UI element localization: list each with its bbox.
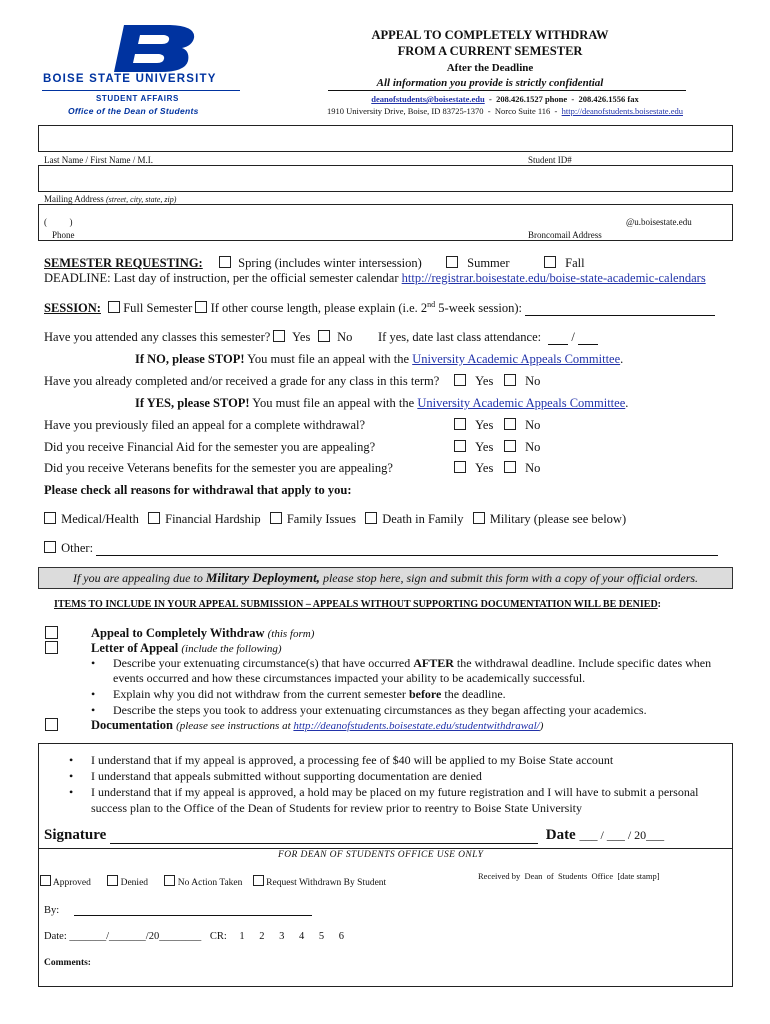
- if-yes-text: You must file an appeal with the: [249, 396, 418, 410]
- email-suffix: @u.boisestate.edu: [626, 217, 692, 227]
- signature-row: [44, 827, 664, 844]
- dept-name: STUDENT AFFAIRS: [96, 94, 179, 103]
- spring-checkbox[interactable]: [219, 256, 231, 268]
- attended-yes[interactable]: [273, 330, 310, 345]
- other-length-sup: nd: [427, 300, 436, 309]
- attended-no-label: No: [337, 330, 353, 344]
- reason-military-checkbox[interactable]: [473, 512, 485, 524]
- phone-label: Phone: [52, 230, 75, 240]
- veterans-yes-checkbox[interactable]: [454, 461, 466, 473]
- signature-field[interactable]: [110, 830, 538, 844]
- reason-financial-label: Financial Hardship: [165, 512, 261, 526]
- reasons-row: [44, 512, 626, 527]
- ack-3-text: I understand that if my appeal is approved, a hold may be placed on my future registration and I will have to submit a personal success plan to the Office of the Dean of Students for review prior to reentry to Boise State University: [91, 785, 699, 815]
- ack-1: [91, 752, 711, 768]
- cr-2[interactable]: 2: [259, 931, 265, 942]
- financial-aid-yes-checkbox[interactable]: [454, 440, 466, 452]
- office-date-row: [44, 931, 344, 942]
- mailing-address-box[interactable]: [38, 165, 733, 192]
- form-title-line2: FROM A CURRENT SEMESTER: [397, 44, 583, 58]
- completed-no[interactable]: [504, 374, 540, 389]
- letter-bullet-2-bold: before: [408, 687, 442, 701]
- email-link[interactable]: deanofstudents@boisestate.edu: [371, 94, 485, 104]
- letter-bullet-2-post: the deadline.: [441, 687, 506, 701]
- signature-date-label: Date: [545, 827, 576, 843]
- logo: [36, 20, 246, 120]
- reason-financial-checkbox[interactable]: [148, 512, 160, 524]
- financial-aid-no-checkbox[interactable]: [504, 440, 516, 452]
- letter-bullet-2-pre: Explain why you did not withdraw from the current semester: [113, 687, 409, 701]
- last-attendance: If yes, date last class attendance: /: [378, 330, 598, 345]
- letter-item-note: (include the following): [181, 643, 282, 655]
- university-name: BOISE STATE UNIVERSITY: [43, 73, 217, 85]
- fall-label: Fall: [565, 256, 585, 270]
- office-status-row: [40, 875, 386, 888]
- committee-link-2[interactable]: University Academic Appeals Committee: [417, 396, 626, 410]
- completed-yes-label: Yes: [475, 374, 494, 388]
- logo-rule: [42, 90, 240, 91]
- name-label: Last Name / First Name / M.I.: [44, 155, 153, 165]
- items-heading: ITEMS TO INCLUDE IN YOUR APPEAL SUBMISSION – APPEALS WITHOUT SUPPORTING DOCUMENTATION WILL BE DENIED:: [54, 599, 662, 610]
- financial-aid-no-label: No: [525, 440, 541, 454]
- previous-no-label: No: [525, 418, 541, 432]
- previous-yes-label: Yes: [475, 418, 494, 432]
- appeal-item: [91, 626, 314, 641]
- veterans-no-checkbox[interactable]: [504, 461, 516, 473]
- office-name: Office of the Dean of Students: [68, 106, 199, 116]
- office-date-label[interactable]: Date: _______/_______/20________: [44, 931, 202, 942]
- boise-state-b-logo: [36, 20, 246, 72]
- documentation-note: (please see instructions at: [176, 720, 294, 732]
- semester-label: SEMESTER REQUESTING:: [44, 256, 203, 270]
- if-yes-bold: If YES, please STOP!: [135, 396, 250, 410]
- reason-death-checkbox[interactable]: [365, 512, 377, 524]
- suite: Norco Suite 116: [494, 106, 551, 116]
- if-yes-stop: If YES, please STOP! You must file an appeal with the University Academic Appeals Committee.: [135, 396, 629, 410]
- by-field[interactable]: [74, 915, 312, 916]
- previous-yes[interactable]: [454, 418, 493, 433]
- documentation-link[interactable]: http://deanofstudents.boisestate.edu/studentwithdrawal/: [293, 720, 540, 732]
- ack-3: [91, 784, 711, 816]
- items-heading-text: ITEMS TO INCLUDE IN YOUR APPEAL SUBMISSION – APPEALS WITHOUT SUPPORTING DOCUMENTATION WILL BE DENIED: [54, 599, 658, 610]
- cr-3[interactable]: 3: [279, 931, 285, 942]
- last-attendance-day[interactable]: [578, 344, 598, 345]
- letter-bullet-3-text: Describe the steps you took to address your extenuating circumstances as they began affecting your academics.: [113, 703, 647, 717]
- fall-option[interactable]: [544, 256, 585, 271]
- veterans-no[interactable]: [504, 461, 540, 476]
- documentation-checkbox[interactable]: [45, 718, 58, 731]
- mailing-label: [44, 194, 176, 204]
- letter-bullet-3: [113, 703, 723, 718]
- appeal-item-note: (this form): [267, 628, 315, 640]
- letter-bullet-2: [113, 687, 723, 702]
- spring-label: Spring (includes winter intersession): [238, 256, 422, 270]
- address-line: 1910 University Drive, Boise, ID 83725-1370 - Norco Suite 116 - http://deanofstudents.boisestate.edu: [327, 106, 683, 116]
- attended-question: Have you attended any classes this semester?: [44, 330, 271, 344]
- veterans-no-label: No: [525, 461, 541, 475]
- reason-medical-label: Medical/Health: [61, 512, 139, 526]
- office-use-heading: FOR DEAN OF STUDENTS OFFICE USE ONLY: [278, 850, 484, 860]
- approved-checkbox[interactable]: [40, 875, 51, 886]
- signature-label: Signature: [44, 827, 107, 843]
- ack-2-text: I understand that appeals submitted without supporting documentation are denied: [91, 769, 482, 783]
- attended-no-checkbox[interactable]: [318, 330, 330, 342]
- comments-label: Comments:: [44, 958, 91, 968]
- request-withdrawn-label: Request Withdrawn By Student: [266, 878, 387, 888]
- previous-question: Have you previously filed an appeal for a complete withdrawal?: [44, 418, 366, 432]
- deadline-text: DEADLINE: Last day of instruction, per the official semester calendar: [44, 271, 399, 285]
- last-attendance-month[interactable]: [548, 344, 568, 345]
- deadline-row: [44, 271, 706, 286]
- cr-5[interactable]: 5: [318, 931, 325, 942]
- ack-2: [91, 768, 711, 784]
- student-id-label: Student ID#: [528, 155, 572, 165]
- reason-medical-checkbox[interactable]: [44, 512, 56, 524]
- if-no-stop: If NO, please STOP! You must file an appeal with the University Academic Appeals Committee.: [135, 352, 624, 366]
- appeal-checkbox[interactable]: [45, 626, 58, 639]
- letter-item: [91, 641, 282, 656]
- reason-military-label: Military (please see below): [489, 512, 627, 526]
- fax-number: 208.426.1556 fax: [578, 94, 639, 104]
- confidential-note: All information you provide is strictly confidential: [376, 77, 604, 89]
- other-length-label: [211, 301, 522, 315]
- cr-6[interactable]: 6: [338, 931, 345, 942]
- name-id-box[interactable]: [38, 125, 733, 152]
- appeal-item-label: Appeal to Completely Withdraw: [91, 626, 265, 640]
- completed-yes[interactable]: [454, 374, 493, 389]
- other-length-field[interactable]: [525, 315, 715, 316]
- denied-label: Denied: [120, 878, 149, 888]
- phone-paren: ( ): [44, 217, 73, 227]
- form-subtitle: After the Deadline: [446, 62, 534, 74]
- header-rule: [328, 90, 686, 91]
- address: 1910 University Drive, Boise, ID 83725-1370: [327, 106, 484, 116]
- form-title-line1: APPEAL TO COMPLETELY WITHDRAW: [371, 28, 609, 42]
- full-semester-checkbox[interactable]: [108, 301, 120, 313]
- veterans-yes[interactable]: [454, 461, 493, 476]
- signature-date-field[interactable]: ___ / ___ / 20___: [579, 828, 665, 842]
- financial-aid-no[interactable]: [504, 440, 540, 455]
- financial-aid-yes-label: Yes: [475, 440, 494, 454]
- broncomail-label: Broncomail Address: [528, 230, 602, 240]
- previous-yes-checkbox[interactable]: [454, 418, 466, 430]
- reason-other-checkbox[interactable]: [44, 541, 56, 553]
- cr-label: CR:: [209, 931, 227, 942]
- website-link[interactable]: http://deanofstudents.boisestate.edu: [561, 106, 683, 116]
- if-no-text: You must file an appeal with the: [244, 352, 413, 366]
- veterans-question: Did you receive Veterans benefits for the semester you are appealing?: [44, 461, 393, 475]
- other-length-pre: If other course length, please explain (i.e. 2: [210, 301, 428, 316]
- attended-yes-checkbox[interactable]: [273, 330, 285, 342]
- military-note-bold: Military Deployment,: [205, 570, 320, 585]
- spring-option[interactable]: [219, 256, 422, 271]
- attended-yes-label: Yes: [292, 330, 311, 344]
- cr-4[interactable]: 4: [299, 931, 305, 942]
- request-withdrawn-checkbox[interactable]: [253, 875, 264, 886]
- letter-bullet-1: [113, 656, 723, 686]
- cr-1[interactable]: 1: [239, 931, 245, 942]
- reasons-heading: Please check all reasons for withdrawal that apply to you:: [44, 483, 352, 497]
- mailing-hint: (street, city, state, zip): [106, 195, 177, 204]
- no-action-label: No Action Taken: [177, 878, 243, 888]
- veterans-yes-label: Yes: [475, 461, 494, 475]
- by-label: By:: [44, 905, 60, 916]
- form-header: [300, 28, 680, 89]
- other-length-post: 5-week session):: [435, 301, 522, 316]
- previous-no[interactable]: [504, 418, 540, 433]
- letter-bullet-1-post: the withdrawal deadline. Include specific dates when events occurred and how these circumstances impacted your ability to be academically successful.: [113, 656, 712, 685]
- session-row: [44, 300, 715, 316]
- financial-aid-yes[interactable]: [454, 440, 493, 455]
- completed-no-label: No: [525, 374, 541, 388]
- reason-other-label: Other:: [61, 541, 94, 555]
- full-semester-label: Full Semester: [123, 301, 193, 316]
- completed-question: Have you already completed and/or received a grade for any class in this term?: [44, 374, 440, 388]
- ack-1-text: I understand that if my appeal is approved, a processing fee of $40 will be applied to my Boise State account: [91, 753, 614, 767]
- documentation-item: [91, 718, 543, 733]
- military-note-pre: If you are appealing due to: [72, 571, 206, 585]
- military-note: [38, 567, 733, 589]
- letter-checkbox[interactable]: [45, 641, 58, 654]
- military-note-post: please stop here, sign and submit this form with a copy of your official orders.: [319, 571, 699, 585]
- financial-aid-question: Did you receive Financial Aid for the semester you are appealing?: [44, 440, 376, 454]
- letter-item-label: Letter of Appeal: [91, 641, 179, 655]
- reason-family-label: Family Issues: [286, 512, 356, 526]
- no-action-checkbox[interactable]: [164, 875, 175, 886]
- semester-row: [44, 256, 203, 271]
- attended-no[interactable]: [318, 330, 352, 345]
- other-length-checkbox[interactable]: [195, 301, 207, 313]
- phone-number: 208.426.1527 phone: [496, 94, 568, 104]
- last-attendance-label: If yes, date last class attendance:: [378, 330, 542, 344]
- documentation-close: ): [539, 720, 544, 732]
- letter-bullet-1-pre: Describe your extenuating circumstance(s) that have occurred: [113, 656, 414, 670]
- summer-label: Summer: [467, 256, 510, 270]
- session-label: SESSION:: [44, 301, 101, 316]
- reason-other-field[interactable]: [96, 555, 718, 556]
- letter-bullet-1-bold: AFTER: [413, 656, 454, 670]
- summer-option[interactable]: [446, 256, 509, 271]
- documentation-label: Documentation: [91, 718, 173, 732]
- approved-label: Approved: [52, 878, 91, 888]
- by-row: [44, 905, 312, 916]
- previous-no-checkbox[interactable]: [504, 418, 516, 430]
- calendar-link[interactable]: http://registrar.boisestate.edu/boise-state-academic-calendars: [401, 271, 706, 285]
- contact-line: deanofstudents@boisestate.edu - 208.426.1527 phone - 208.426.1556 fax: [371, 94, 639, 104]
- summer-checkbox[interactable]: [446, 256, 458, 268]
- reason-family-checkbox[interactable]: [270, 512, 282, 524]
- received-stamp-label: Received by Dean of Students Office [date stamp]: [478, 871, 660, 881]
- denied-checkbox[interactable]: [107, 875, 118, 886]
- office-use-divider: [39, 848, 732, 849]
- completed-no-checkbox[interactable]: [504, 374, 516, 386]
- reason-death-label: Death in Family: [382, 512, 464, 526]
- completed-yes-checkbox[interactable]: [454, 374, 466, 386]
- mailing-label-text: Mailing Address: [44, 194, 104, 204]
- reason-other-row: [44, 541, 718, 556]
- fall-checkbox[interactable]: [544, 256, 556, 268]
- committee-link-1[interactable]: University Academic Appeals Committee: [412, 352, 621, 366]
- if-no-bold: If NO, please STOP!: [135, 352, 245, 366]
